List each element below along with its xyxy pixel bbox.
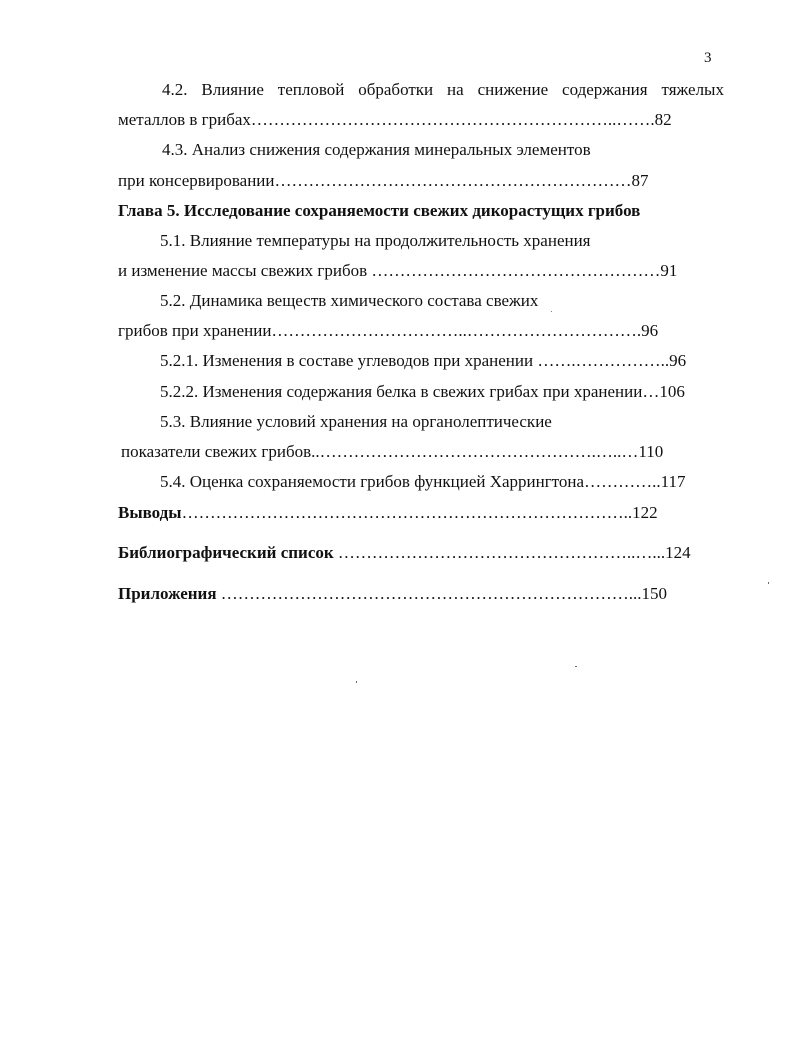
scan-speck	[356, 681, 357, 683]
toc-entry-5-4: 5.4. Оценка сохраняемости грибов функцией Харрингтона…………..117	[160, 472, 686, 491]
toc-entry-5-2-2: 5.2.2. Изменения содержания белка в свежих грибах при хранении…106	[160, 382, 685, 401]
toc-entry-appendices	[118, 584, 667, 604]
toc-entry-4-2-line2: металлов в грибах………………………………………………………..…….82	[118, 110, 672, 129]
page-number: 3	[704, 50, 712, 66]
toc-conclusions-title: Выводы	[118, 503, 182, 522]
toc-chapter-5-heading: Глава 5. Исследование сохраняемости свежих дикорастущих грибов	[118, 201, 641, 220]
toc-word: тяжелых	[661, 80, 724, 99]
toc-appendices-title: Приложения	[118, 584, 217, 603]
toc-word: снижение	[477, 80, 549, 99]
toc-word: Влияние	[201, 80, 264, 99]
toc-bibliography-title: Библиографический список	[118, 543, 334, 562]
toc-word: на	[447, 80, 464, 99]
toc-conclusions-page: ……………………………………………………………………..122	[181, 503, 658, 522]
toc-word: содержания	[562, 80, 648, 99]
scan-speck	[575, 666, 577, 667]
toc-entry-4-3-line1: 4.3. Анализ снижения содержания минеральных элементов	[162, 140, 591, 159]
toc-entry-5-3-line1: 5.3. Влияние условий хранения на органолептические	[160, 412, 552, 431]
toc-word: 4.2.	[162, 80, 188, 99]
toc-bibliography-page: ……………………………………………..…...124	[333, 543, 691, 562]
toc-entry-bibliography	[118, 543, 691, 563]
toc-entry-5-2-line1: 5.2. Динамика веществ химического состава свежих	[160, 291, 539, 310]
toc-word: обработки	[358, 80, 434, 99]
toc-entry-5-2-line2: грибов при хранении……………………………..………………………….96	[118, 321, 659, 340]
scan-speck	[551, 311, 552, 312]
toc-entry-5-2-1: 5.2.1. Изменения в составе углеводов при хранении …….……………..96	[160, 351, 687, 370]
toc-word: тепловой	[277, 80, 345, 99]
toc-entry-5-1-line2: и изменение массы свежих грибов ……………………………………………91	[118, 261, 678, 280]
toc-entry-4-3-line2: при консервировании………………………………………………………87	[118, 171, 649, 190]
scan-speck	[768, 582, 769, 584]
toc-entry-conclusions	[118, 503, 658, 523]
toc-entry-5-1-line1: 5.1. Влияние температуры на продолжительность хранения	[160, 231, 591, 250]
toc-entry-4-2-line1	[162, 80, 724, 100]
toc-appendices-page: ………………………………………………………………...150	[216, 584, 668, 603]
toc-entry-5-3-line2: показатели свежих грибов..………………………………………….…..…110	[121, 442, 664, 461]
